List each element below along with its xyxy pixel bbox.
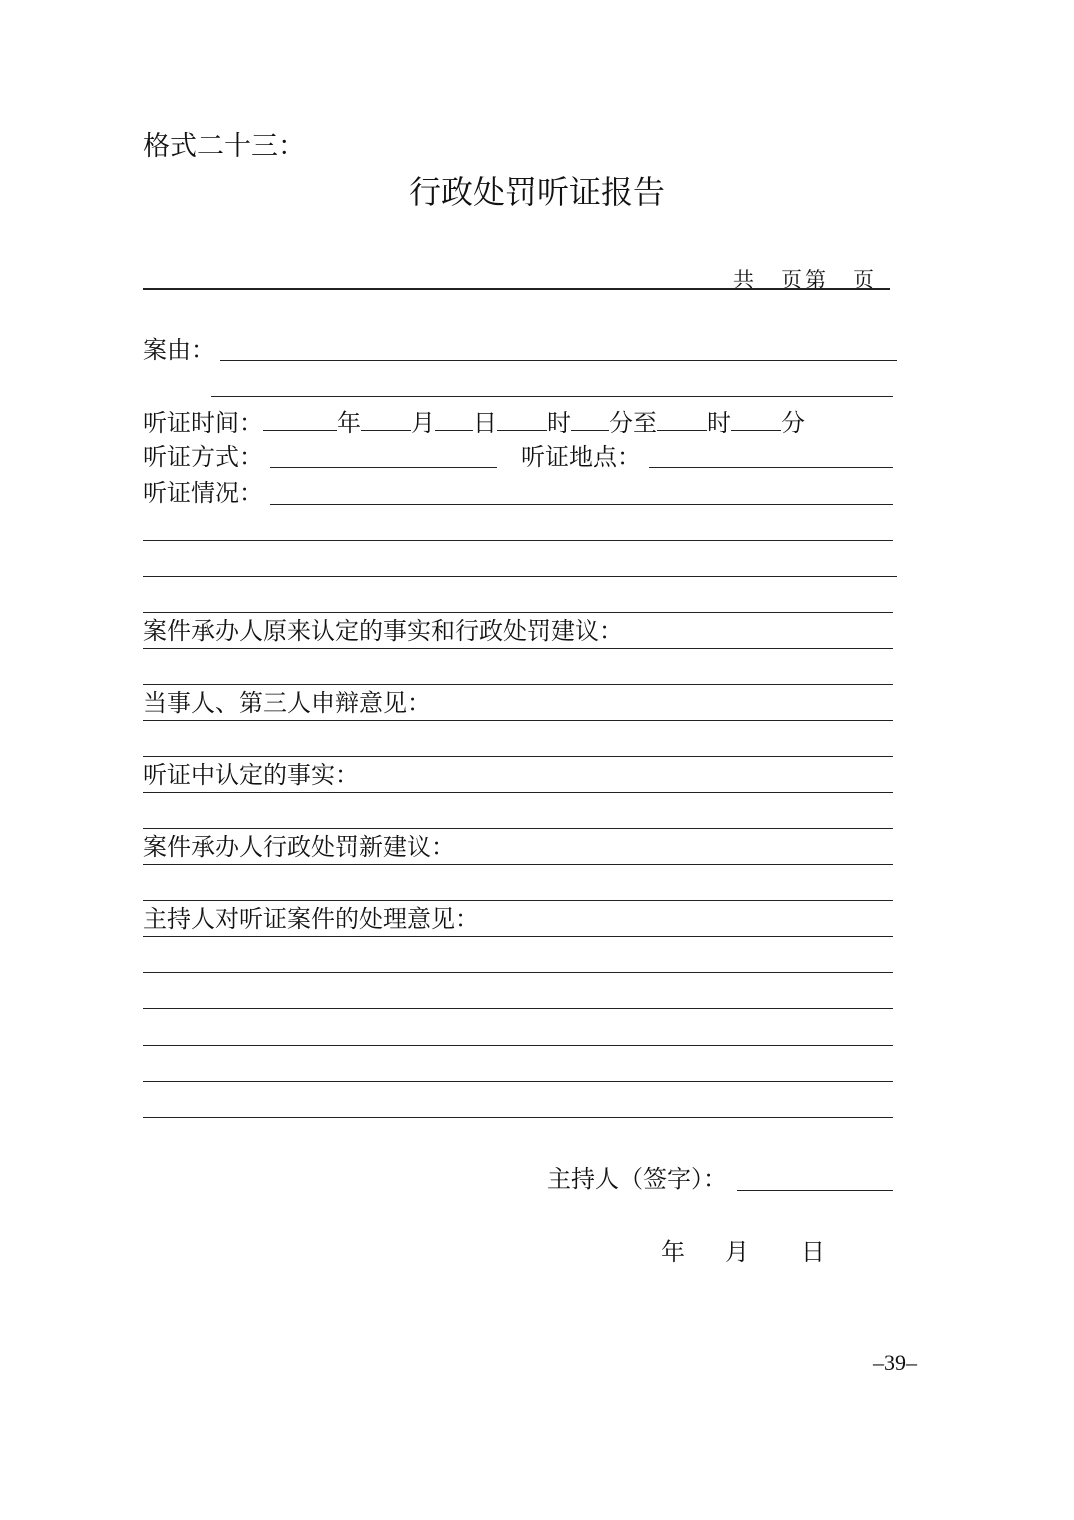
minute2-blank[interactable] [731,406,781,431]
document-title: 行政处罚听证报告 [408,173,665,211]
original-facts-label: 案件承办人原来认定的事实和行政处罚建议： [143,617,623,645]
hearing-time-row [143,406,805,438]
case-cause-line-1[interactable] [220,360,897,361]
hearing-facts-line[interactable] [143,758,893,793]
hour-blank[interactable] [497,406,547,431]
hour2-label: 时 [707,409,731,437]
sign-year-label: 年 [661,1238,685,1266]
host-opinion-label: 主持人对听证案件的处理意见： [143,905,479,933]
month-label: 月 [411,409,435,437]
situation-line-1[interactable] [270,504,893,505]
party-defense-line[interactable] [143,686,893,721]
format-label: 格式二十三： [143,131,305,162]
host-opinion-line[interactable] [143,902,893,937]
host-opinion-line-5[interactable] [143,1081,893,1082]
sign-day-label: 日 [801,1238,825,1266]
original-facts-line-2[interactable] [143,684,893,685]
year-label: 年 [337,409,361,437]
new-suggestion-label: 案件承办人行政处罚新建议： [143,833,455,861]
hearing-place-line[interactable] [649,467,893,468]
minute-to-label: 分至 [609,409,657,437]
new-suggestion-line-2[interactable] [143,900,893,901]
host-opinion-line-6[interactable] [143,1117,893,1118]
signature-label: 主持人（签字）： [547,1165,727,1193]
party-defense-label: 当事人、第三人申辩意见： [143,689,431,717]
party-defense-line-2[interactable] [143,756,893,757]
year-blank[interactable] [263,406,337,431]
new-suggestion-line[interactable] [143,830,893,865]
day-label: 日 [473,409,497,437]
hearing-situation-label: 听证情况： [143,479,263,507]
hearing-facts-label: 听证中认定的事实： [143,761,359,789]
day-blank[interactable] [435,406,473,431]
hearing-time-label: 听证时间： [143,409,263,437]
hour-label: 时 [547,409,571,437]
sign-month-label: 月 [725,1238,749,1266]
situation-line-2[interactable] [143,540,893,541]
case-cause-line-2[interactable] [211,396,893,397]
month-blank[interactable] [361,406,411,431]
host-opinion-line-2[interactable] [143,972,893,973]
signature-line[interactable] [737,1190,893,1191]
original-facts-line[interactable] [143,614,893,649]
host-opinion-line-4[interactable] [143,1045,893,1046]
hearing-method-line[interactable] [270,467,497,468]
hearing-method-label: 听证方式： [143,443,263,471]
minute-label: 分 [781,409,805,437]
page-number: –39– [873,1350,917,1375]
host-opinion-line-3[interactable] [143,1008,893,1009]
situation-line-3[interactable] [143,576,897,577]
case-cause-label: 案由： [143,336,215,364]
page-count: 共 页第 页 [733,268,877,292]
minute-blank[interactable] [571,406,609,431]
hearing-facts-line-2[interactable] [143,828,893,829]
situation-line-4[interactable] [143,612,893,613]
header-rule [143,288,890,290]
hearing-place-label: 听证地点： [521,443,641,471]
hour2-blank[interactable] [657,406,707,431]
